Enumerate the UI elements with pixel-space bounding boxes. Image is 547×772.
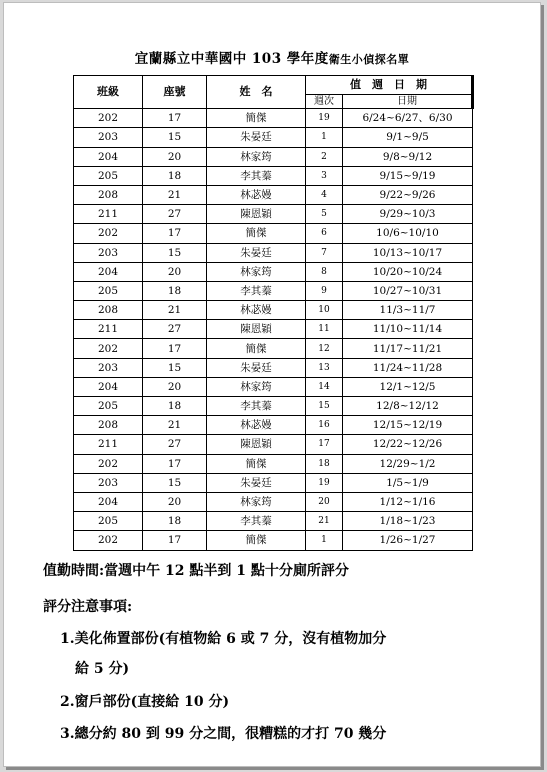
cell-class: 203 <box>74 473 143 492</box>
cell-date: 12/29~1/2 <box>343 454 473 473</box>
cell-seat: 18 <box>143 166 207 185</box>
cell-week: 5 <box>306 205 343 224</box>
cell-seat: 20 <box>143 147 207 166</box>
table-body <box>74 109 473 550</box>
scoring-item-2: 2.窗戶部份(直接給 10 分) <box>60 694 230 710</box>
cell-class: 202 <box>74 531 143 550</box>
cell-week: 7 <box>306 243 343 262</box>
table-row <box>74 205 473 224</box>
header-week-no: 週次 <box>306 95 343 109</box>
cell-date: 9/22~9/26 <box>343 185 473 204</box>
cell-name: 林苾嫚 <box>207 185 306 204</box>
cell-seat: 27 <box>143 435 207 454</box>
cell-name: 簡傑 <box>207 109 306 128</box>
header-date: 日期 <box>343 95 473 109</box>
title-subtitle: 衛生小偵探名單 <box>328 53 410 66</box>
title-main: 宜蘭縣立中華國中 103 學年度 <box>134 51 329 67</box>
cell-week: 19 <box>306 473 343 492</box>
cell-seat: 17 <box>143 531 207 550</box>
table-row <box>74 243 473 262</box>
cell-week: 14 <box>306 377 343 396</box>
table-row <box>74 301 473 320</box>
table-row <box>74 262 473 281</box>
cell-name: 朱晏廷 <box>207 128 306 147</box>
cell-class: 211 <box>74 320 143 339</box>
cell-week: 11 <box>306 320 343 339</box>
cell-class: 208 <box>74 301 143 320</box>
cell-name: 林家筠 <box>207 377 306 396</box>
cell-seat: 15 <box>143 358 207 377</box>
cell-seat: 27 <box>143 205 207 224</box>
cell-class: 203 <box>74 358 143 377</box>
cell-date: 11/17~11/21 <box>343 339 473 358</box>
cell-class: 211 <box>74 205 143 224</box>
cell-date: 11/3~11/7 <box>343 301 473 320</box>
table-row <box>74 109 473 128</box>
cell-seat: 21 <box>143 301 207 320</box>
scoring-item-3: 3.總分約 80 到 99 分之間，很糟糕的才打 70 幾分 <box>60 726 387 742</box>
cell-seat: 18 <box>143 512 207 531</box>
duty-time-text: 值勤時間:當週中午 12 點半到 1 點十分廁所評分 <box>43 563 349 579</box>
cell-class: 204 <box>74 492 143 511</box>
cell-date: 12/8~12/12 <box>343 397 473 416</box>
cell-week: 21 <box>306 512 343 531</box>
cell-class: 202 <box>74 454 143 473</box>
cell-date: 11/10~11/14 <box>343 320 473 339</box>
header-class: 班級 <box>74 76 143 109</box>
cell-week: 6 <box>306 224 343 243</box>
cell-name: 林家筠 <box>207 147 306 166</box>
cell-name: 林苾嫚 <box>207 416 306 435</box>
cell-date: 11/24~11/28 <box>343 358 473 377</box>
cell-week: 10 <box>306 301 343 320</box>
table-header-row <box>74 76 473 95</box>
cell-class: 205 <box>74 397 143 416</box>
cell-seat: 21 <box>143 416 207 435</box>
cell-week: 1 <box>306 128 343 147</box>
table-row <box>74 185 473 204</box>
table-row <box>74 224 473 243</box>
cell-seat: 15 <box>143 128 207 147</box>
header-duty-week: 值 週 日 期 <box>306 76 473 95</box>
cell-seat: 18 <box>143 397 207 416</box>
cell-date: 9/1~9/5 <box>343 128 473 147</box>
table-row <box>74 358 473 377</box>
document-title <box>4 47 540 67</box>
header-name: 姓 名 <box>207 76 306 109</box>
table-row <box>74 128 473 147</box>
cell-class: 204 <box>74 147 143 166</box>
cell-date: 1/18~1/23 <box>343 512 473 531</box>
cell-seat: 17 <box>143 339 207 358</box>
table-row <box>74 416 473 435</box>
cell-date: 9/15~9/19 <box>343 166 473 185</box>
cell-seat: 17 <box>143 109 207 128</box>
cell-date: 1/12~1/16 <box>343 492 473 511</box>
header-seat: 座號 <box>143 76 207 109</box>
table-row <box>74 492 473 511</box>
cell-name: 簡傑 <box>207 339 306 358</box>
cell-name: 林家筠 <box>207 262 306 281</box>
table-row <box>74 147 473 166</box>
cell-week: 19 <box>306 109 343 128</box>
cell-name: 陳恩穎 <box>207 205 306 224</box>
cell-name: 朱晏廷 <box>207 358 306 377</box>
cell-name: 簡傑 <box>207 454 306 473</box>
cell-name: 李其蓁 <box>207 281 306 300</box>
cell-week: 8 <box>306 262 343 281</box>
cell-date: 1/26~1/27 <box>343 531 473 550</box>
cell-name: 朱晏廷 <box>207 473 306 492</box>
cell-week: 2 <box>306 147 343 166</box>
cell-class: 211 <box>74 435 143 454</box>
table-row <box>74 473 473 492</box>
cell-class: 203 <box>74 243 143 262</box>
table-row <box>74 397 473 416</box>
cell-date: 1/5~1/9 <box>343 473 473 492</box>
cell-week: 4 <box>306 185 343 204</box>
table-row <box>74 512 473 531</box>
cell-class: 204 <box>74 262 143 281</box>
cell-date: 10/13~10/17 <box>343 243 473 262</box>
cell-name: 李其蓁 <box>207 397 306 416</box>
cell-seat: 20 <box>143 492 207 511</box>
table-row <box>74 281 473 300</box>
cell-week: 13 <box>306 358 343 377</box>
cell-class: 208 <box>74 416 143 435</box>
cell-week: 15 <box>306 397 343 416</box>
cell-seat: 27 <box>143 320 207 339</box>
cell-class: 203 <box>74 128 143 147</box>
cell-seat: 20 <box>143 377 207 396</box>
cell-date: 10/27~10/31 <box>343 281 473 300</box>
cell-class: 205 <box>74 281 143 300</box>
cell-week: 18 <box>306 454 343 473</box>
cell-seat: 15 <box>143 473 207 492</box>
cell-name: 朱晏廷 <box>207 243 306 262</box>
cell-date: 6/24~6/27、6/30 <box>343 109 473 128</box>
cell-name: 李其蓁 <box>207 512 306 531</box>
cell-date: 12/22~12/26 <box>343 435 473 454</box>
cell-name: 陳恩穎 <box>207 435 306 454</box>
cell-name: 簡傑 <box>207 531 306 550</box>
cell-class: 205 <box>74 166 143 185</box>
cell-seat: 21 <box>143 185 207 204</box>
cell-week: 9 <box>306 281 343 300</box>
table-row <box>74 377 473 396</box>
cell-seat: 20 <box>143 262 207 281</box>
cell-week: 16 <box>306 416 343 435</box>
cell-date: 10/20~10/24 <box>343 262 473 281</box>
cell-date: 10/6~10/10 <box>343 224 473 243</box>
cell-class: 208 <box>74 185 143 204</box>
cell-date: 12/15~12/19 <box>343 416 473 435</box>
cell-seat: 17 <box>143 454 207 473</box>
duty-roster-table <box>73 75 474 551</box>
cell-date: 9/29~10/3 <box>343 205 473 224</box>
cell-date: 12/1~12/5 <box>343 377 473 396</box>
cell-name: 陳恩穎 <box>207 320 306 339</box>
cell-class: 204 <box>74 377 143 396</box>
cell-class: 202 <box>74 224 143 243</box>
cell-class: 202 <box>74 109 143 128</box>
cell-seat: 15 <box>143 243 207 262</box>
scoring-item-1: 1.美化佈置部份(有植物給 6 或 7 分，沒有植物加分 <box>60 631 387 647</box>
cell-class: 202 <box>74 339 143 358</box>
cell-week: 20 <box>306 492 343 511</box>
cell-week: 3 <box>306 166 343 185</box>
cell-class: 205 <box>74 512 143 531</box>
cell-date: 9/8~9/12 <box>343 147 473 166</box>
cell-name: 簡傑 <box>207 224 306 243</box>
cell-week: 17 <box>306 435 343 454</box>
table-row <box>74 320 473 339</box>
cell-name: 林家筠 <box>207 492 306 511</box>
table-row <box>74 454 473 473</box>
scoring-heading: 評分注意事項: <box>43 599 133 615</box>
table-row <box>74 166 473 185</box>
table-row <box>74 435 473 454</box>
cell-name: 林苾嫚 <box>207 301 306 320</box>
scoring-item-1-cont: 給 5 分) <box>75 661 130 677</box>
cell-seat: 17 <box>143 224 207 243</box>
document-page <box>3 2 541 767</box>
cell-week: 1 <box>306 531 343 550</box>
table-row <box>74 531 473 550</box>
cell-seat: 18 <box>143 281 207 300</box>
cell-week: 12 <box>306 339 343 358</box>
table-row <box>74 339 473 358</box>
cell-name: 李其蓁 <box>207 166 306 185</box>
